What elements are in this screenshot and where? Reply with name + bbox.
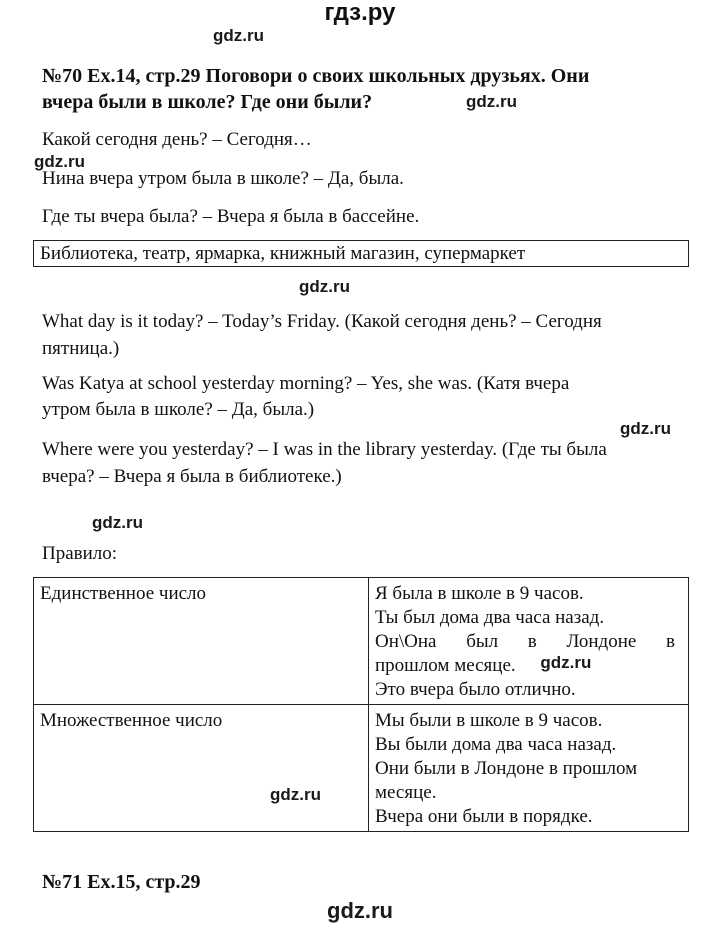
word: Лондоне <box>566 631 637 652</box>
watermark: gdz.ru <box>540 653 592 672</box>
answer-line: вчера? – Вчера я была в библиотеке.) <box>42 466 342 487</box>
watermark: gdz.ru <box>92 513 143 532</box>
example-line <box>375 654 682 678</box>
task70-header-line2: вчера были в школе? Где они были? <box>42 91 373 113</box>
singular-label: Единственное число <box>34 578 369 705</box>
word: в <box>527 631 537 652</box>
answer-line: Where were you yesterday? – I was in the library yesterday. (Где ты была <box>42 439 607 460</box>
example-line: Я была в школе в 9 часов. <box>375 583 584 604</box>
example-line: Где ты вчера была? – Вчера я была в бассейне. <box>42 206 420 227</box>
task71-header: №71 Ex.15, стр.29 <box>42 871 201 893</box>
watermark: gdz.ru <box>466 92 517 111</box>
task70-header-line1: №70 Ex.14, стр.29 Поговори о своих школьных друзьях. Они <box>42 65 590 87</box>
table-row <box>34 705 689 832</box>
example-line: Мы были в школе в 9 часов. <box>375 710 603 731</box>
example-line: Это вчера было отлично. <box>375 679 576 700</box>
example-line: Какой сегодня день? – Сегодня… <box>42 129 312 150</box>
site-title: гдз.ру <box>324 0 396 26</box>
word: в <box>666 631 675 652</box>
example-line: Нина вчера утром была в школе? – Да, была. <box>42 168 404 189</box>
watermark: gdz.ru <box>34 152 85 171</box>
example-line: Ты был дома два часа назад. <box>375 607 605 628</box>
watermark: gdz.ru <box>327 898 393 923</box>
rule-label: Правило: <box>42 543 118 564</box>
rule-table <box>33 577 689 832</box>
answer-line: Was Katya at school yesterday morning? – Yes, she was. (Катя вчера <box>42 373 570 394</box>
word: был <box>466 631 499 652</box>
answer-line: What day is it today? – Today’s Friday. (Какой сегодня день? – Сегодня <box>42 311 602 332</box>
plural-label-text: Множественное число <box>40 710 223 731</box>
plural-examples <box>369 705 689 832</box>
example-line <box>375 630 675 654</box>
answer-line: пятница.) <box>42 338 120 359</box>
answer-line: утром была в школе? – Да, была.) <box>42 399 315 420</box>
word: прошлом месяце. <box>375 655 516 676</box>
watermark: gdz.ru <box>299 277 350 296</box>
example-line: месяце. <box>375 782 437 803</box>
table-row <box>34 578 689 705</box>
word: Он\Она <box>375 631 437 652</box>
places-box: Библиотека, театр, ярмарка, книжный магазин, супермаркет <box>33 240 689 267</box>
singular-examples <box>369 578 689 705</box>
watermark: gdz.ru <box>620 419 671 438</box>
example-line: Вы были дома два часа назад. <box>375 734 617 755</box>
watermark: gdz.ru <box>270 785 321 804</box>
watermark: gdz.ru <box>213 26 264 45</box>
example-line: Вчера они были в порядке. <box>375 806 593 827</box>
example-line: Они были в Лондоне в прошлом <box>375 758 638 779</box>
plural-label <box>34 705 369 832</box>
